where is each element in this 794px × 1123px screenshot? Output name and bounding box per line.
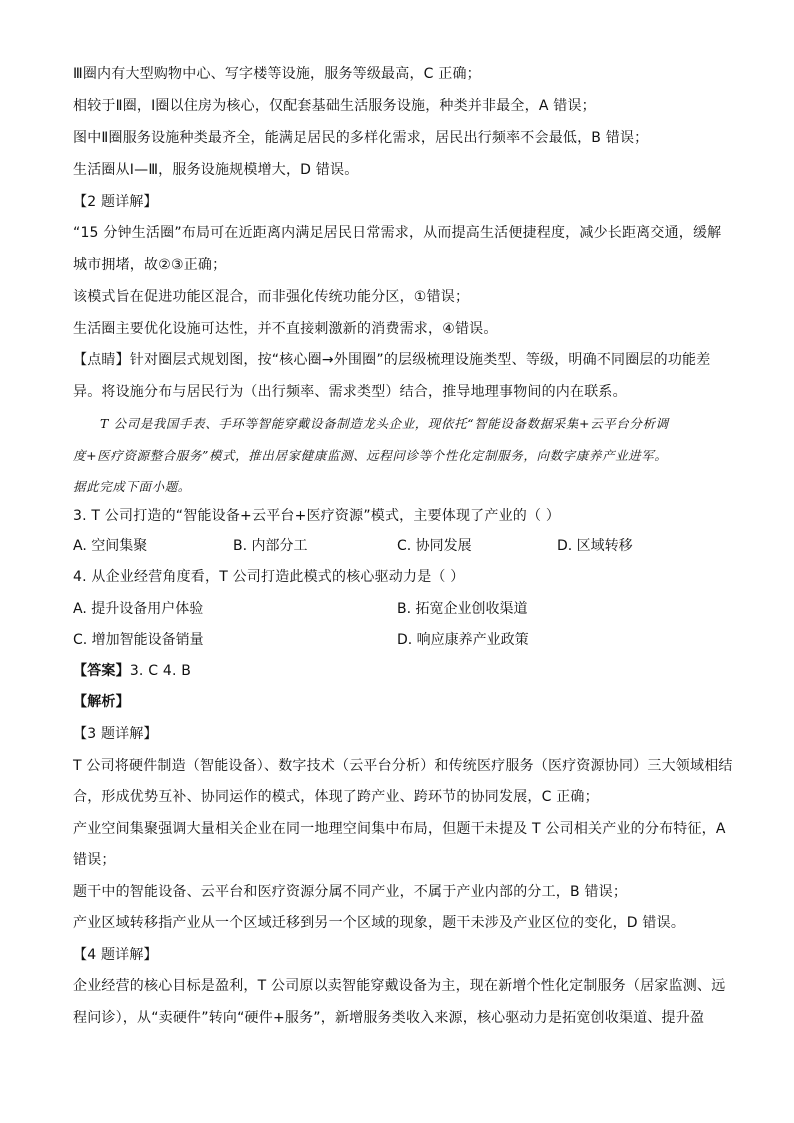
- text-line: 产业空间集聚强调大量相关企业在同一地理空间集中布局，但题干未提及 T 公司相关产业的分布特征，A: [73, 821, 726, 837]
- text-line: 图中Ⅱ圈服务设施种类最齐全，能满足居民的多样化需求，居民出行频率不会最低，B 错误；: [73, 130, 649, 146]
- question-3-option-a: A. 空间集聚: [73, 538, 148, 554]
- question-4-stem: 4. 从企业经营角度看，T 公司打造此模式的核心驱动力是（ ）: [73, 569, 465, 585]
- material-line: 度+医疗资源整合服务”模式，推出居家健康监测、远程问诊等个性化定制服务，向数字康养产业进军。: [73, 448, 668, 463]
- tip-line: 【点睛】针对圈层式规划图，按“核心圈→外围圈”的层级梳理设施类型、等级，明确不同圈层的功能差: [73, 352, 711, 368]
- question-4-option-b: B. 拓宽企业创收渠道: [397, 601, 528, 617]
- question-4-option-a: A. 提升设备用户体验: [73, 601, 204, 617]
- text-line: 合，形成优势互补、协同运作的模式，体现了跨产业、跨环节的协同发展，C 正确；: [73, 789, 599, 805]
- question-3-stem: 3. T 公司打造的“智能设备+云平台+医疗资源”模式，主要体现了产业的（ ）: [73, 508, 561, 524]
- text-line: 企业经营的核心目标是盈利，T 公司原以卖智能穿戴设备为主，现在新增个性化定制服务（居家监测、远: [73, 978, 726, 994]
- tip-line: 异。将设施分布与居民行为（出行频率、需求类型）结合，推导地理事物间的内在联系。: [73, 384, 627, 400]
- question-4-option-c: C. 增加智能设备销量: [73, 632, 204, 648]
- text-line: 程问诊），从“卖硬件”转向“硬件+服务”，新增服务类收入来源，核心驱动力是拓宽创收渠道、提升盈: [73, 1010, 705, 1026]
- question-4-option-d: D. 响应康养产业政策: [397, 632, 529, 648]
- text-line: 生活圈从Ⅰ—Ⅲ，服务设施规模增大，D 错误。: [73, 162, 359, 178]
- answer-label: 【答案】: [73, 663, 130, 679]
- answer-line: [73, 662, 723, 680]
- text-line: Ⅲ圈内有大型购物中心、写字楼等设施，服务等级最高，C 正确；: [73, 66, 481, 82]
- text-line: 错误；: [73, 852, 116, 868]
- answer-value: 3. C 4. B: [129, 663, 192, 679]
- text-line: 相较于Ⅱ圈，Ⅰ圈以住房为核心，仅配套基础生活服务设施，种类并非最全，A 错误；: [73, 98, 596, 114]
- material-line: T 公司是我国手表、手环等智能穿戴设备制造龙头企业，现依托“智能设备数据采集+云平台分析调: [100, 416, 669, 431]
- text-line: 生活圈主要优化设施可达性，并不直接刺激新的消费需求，④错误。: [73, 321, 498, 337]
- text-line: 该模式旨在促进功能区混合，而非强化传统功能分区，①错误；: [73, 289, 470, 305]
- material-line: 据此完成下面小题。: [73, 479, 191, 494]
- question-3-option-d: D. 区域转移: [557, 538, 633, 554]
- detail-4-header: 【4 题详解】: [73, 947, 158, 963]
- detail-3-header: 【3 题详解】: [73, 726, 158, 742]
- text-line: “15 分钟生活圈”布局可在近距离内满足居民日常需求，从而提高生活便捷程度，减少长距离交通，缓解: [73, 225, 722, 241]
- text-line: 产业区域转移指产业从一个区域迁移到另一个区域的现象，题干未涉及产业区位的变化，D 错误。: [73, 915, 686, 931]
- analysis-label: 【解析】: [73, 694, 130, 710]
- text-line: 题干中的智能设备、云平台和医疗资源分属不同产业，不属于产业内部的分工，B 错误；: [73, 884, 628, 900]
- text-line: T 公司将硬件制造（智能设备）、数字技术（云平台分析）和传统医疗服务（医疗资源协同）三大领域相结: [73, 758, 733, 774]
- question-3-option-b: B. 内部分工: [233, 538, 308, 554]
- text-line: 城市拥堵，故②③正确；: [73, 257, 227, 273]
- question-3-option-c: C. 协同发展: [397, 538, 472, 554]
- section-header: 【2 题详解】: [73, 194, 158, 210]
